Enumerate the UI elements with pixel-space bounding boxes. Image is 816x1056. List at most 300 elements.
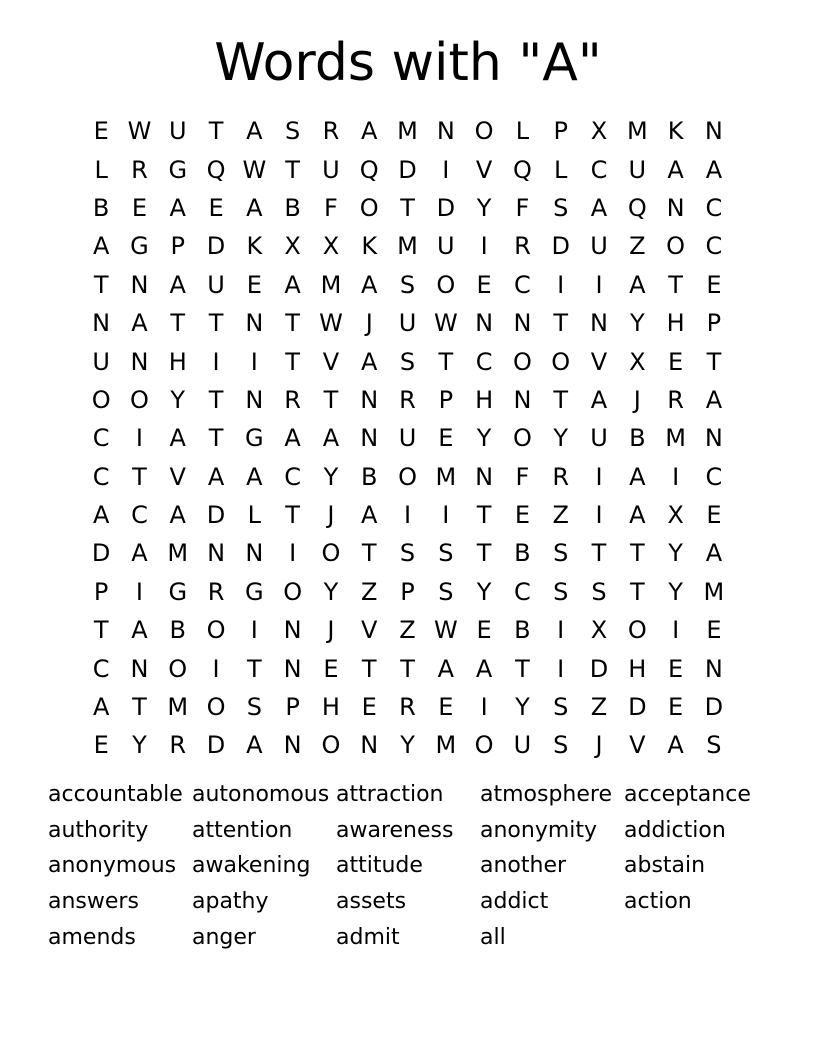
grid-letter[interactable]: N <box>92 309 111 338</box>
grid-letter[interactable]: C <box>514 270 531 299</box>
grid-letter[interactable]: D <box>589 654 609 683</box>
grid-letter[interactable]: O <box>436 270 456 299</box>
grid-letter[interactable]: S <box>553 731 569 760</box>
grid-letter[interactable]: S <box>553 193 569 222</box>
grid-letter[interactable]: E <box>438 424 454 453</box>
grid-letter[interactable]: O <box>398 462 417 491</box>
grid-letter[interactable]: X <box>284 232 301 261</box>
grid-letter[interactable]: A <box>131 616 148 645</box>
word-list-item: awareness <box>336 817 454 843</box>
grid-letter[interactable]: K <box>667 117 684 146</box>
grid-letter[interactable]: N <box>283 616 302 645</box>
grid-letter[interactable]: E <box>361 693 377 722</box>
grid-letter[interactable]: X <box>590 616 608 645</box>
grid-letter[interactable]: T <box>668 270 683 299</box>
grid-letter[interactable]: A <box>361 501 378 530</box>
grid-letter[interactable]: O <box>627 616 647 645</box>
grid-letter[interactable]: T <box>323 385 339 414</box>
grid-letter[interactable]: M <box>320 270 342 299</box>
grid-letter[interactable]: I <box>672 462 680 491</box>
grid-letter[interactable]: A <box>705 385 723 414</box>
grid-letter[interactable]: H <box>321 693 340 722</box>
grid-letter[interactable]: A <box>246 731 263 760</box>
grid-letter[interactable]: C <box>131 501 148 530</box>
grid-letter[interactable]: Z <box>552 501 569 530</box>
grid-letter[interactable]: X <box>629 347 646 376</box>
grid-letter[interactable]: T <box>208 424 224 453</box>
grid-letter[interactable]: E <box>438 693 454 722</box>
grid-letter[interactable]: N <box>360 731 379 760</box>
grid-letter[interactable]: T <box>476 501 492 530</box>
word-list-item: anger <box>192 925 256 951</box>
grid-letter[interactable]: L <box>94 155 108 184</box>
grid-letter[interactable]: T <box>208 309 224 338</box>
grid-letter[interactable]: E <box>131 193 148 222</box>
grid-letter[interactable]: S <box>591 577 607 606</box>
grid-letter[interactable]: C <box>514 577 531 606</box>
grid-letter[interactable]: A <box>284 424 301 453</box>
grid-letter[interactable]: O <box>283 577 303 606</box>
grid-letter[interactable]: A <box>92 693 110 722</box>
grid-letter[interactable]: T <box>591 539 607 568</box>
grid-letter[interactable]: E <box>476 270 492 299</box>
grid-letter[interactable]: H <box>475 385 494 414</box>
grid-letter[interactable]: N <box>130 270 149 299</box>
grid-letter[interactable]: Y <box>132 731 147 760</box>
grid-letter[interactable]: Y <box>553 424 569 453</box>
grid-letter[interactable]: E <box>706 270 722 299</box>
grid-letter[interactable]: X <box>667 501 684 530</box>
grid-letter[interactable]: I <box>442 501 450 530</box>
grid-letter[interactable]: P <box>400 577 415 606</box>
grid-letter[interactable]: B <box>169 616 186 645</box>
grid-letter[interactable]: D <box>436 193 456 222</box>
grid-letter[interactable]: T <box>361 539 377 568</box>
grid-letter[interactable]: J <box>327 501 335 530</box>
grid-letter[interactable]: X <box>590 117 608 146</box>
grid-letter[interactable]: Y <box>170 385 186 414</box>
grid-letter[interactable]: T <box>93 270 109 299</box>
grid-letter[interactable]: O <box>512 424 532 453</box>
grid-letter[interactable]: T <box>629 577 645 606</box>
grid-letter[interactable]: E <box>93 117 109 146</box>
grid-letter[interactable]: R <box>169 731 187 760</box>
grid-letter[interactable]: I <box>135 424 143 453</box>
grid-letter[interactable]: I <box>135 577 143 606</box>
grid-letter[interactable]: O <box>206 616 226 645</box>
grid-letter[interactable]: A <box>169 501 186 530</box>
grid-letter[interactable]: O <box>206 693 226 722</box>
grid-letter[interactable]: Y <box>629 309 645 338</box>
grid-letter[interactable]: S <box>438 577 454 606</box>
grid-letter[interactable]: Y <box>323 577 339 606</box>
grid-letter[interactable]: W <box>433 309 458 338</box>
grid-letter[interactable]: J <box>595 731 603 760</box>
grid-letter[interactable]: A <box>246 462 263 491</box>
grid-letter[interactable]: E <box>514 501 530 530</box>
grid-letter[interactable]: I <box>403 501 412 530</box>
grid-letter[interactable]: V <box>590 347 608 376</box>
grid-letter[interactable]: T <box>553 309 569 338</box>
grid-letter[interactable]: S <box>706 731 722 760</box>
word-list-item: answers <box>48 889 139 915</box>
grid-letter[interactable]: Y <box>668 577 683 606</box>
grid-letter[interactable]: U <box>398 424 417 453</box>
grid-letter[interactable]: C <box>705 232 723 261</box>
grid-letter[interactable]: G <box>168 577 188 606</box>
grid-letter[interactable]: N <box>475 462 494 491</box>
grid-row <box>82 227 733 265</box>
grid-letter[interactable]: Y <box>476 424 492 453</box>
grid-letter[interactable]: T <box>706 347 722 376</box>
grid-letter[interactable]: M <box>435 462 457 491</box>
grid-letter[interactable]: C <box>590 155 608 184</box>
grid-letter[interactable]: O <box>130 385 149 414</box>
grid-letter[interactable]: Z <box>399 616 416 645</box>
grid-letter[interactable]: M <box>665 424 686 453</box>
grid-letter[interactable]: Y <box>668 539 683 568</box>
grid-letter[interactable]: A <box>361 270 378 299</box>
grid-letter[interactable]: Q <box>206 155 226 184</box>
grid-letter[interactable]: N <box>130 347 149 376</box>
word-list-row <box>48 777 788 813</box>
grid-letter[interactable]: I <box>212 654 220 683</box>
grid-letter[interactable]: C <box>475 347 493 376</box>
grid-letter[interactable]: R <box>207 577 225 606</box>
grid-letter[interactable]: C <box>92 424 110 453</box>
grid-letter[interactable]: N <box>704 117 723 146</box>
grid-letter[interactable]: O <box>551 347 571 376</box>
grid-letter[interactable]: C <box>92 462 110 491</box>
grid-letter[interactable]: N <box>360 424 379 453</box>
grid-letter[interactable]: C <box>284 462 302 491</box>
grid-letter[interactable]: U <box>437 232 455 261</box>
grid-letter[interactable]: I <box>442 155 450 184</box>
grid-letter[interactable]: N <box>130 654 149 683</box>
grid-letter[interactable]: P <box>706 309 722 338</box>
grid-letter[interactable]: U <box>513 731 532 760</box>
grid-letter[interactable]: D <box>206 731 226 760</box>
grid-letter[interactable]: N <box>207 539 226 568</box>
grid-letter[interactable]: Y <box>400 731 415 760</box>
grid-letter[interactable]: S <box>399 347 416 376</box>
grid-letter[interactable]: T <box>476 539 492 568</box>
grid-letter[interactable]: Z <box>629 232 646 261</box>
grid-letter[interactable]: T <box>247 654 262 683</box>
grid-letter[interactable]: R <box>514 232 531 261</box>
grid-letter[interactable]: V <box>629 731 646 760</box>
grid-letter[interactable]: B <box>514 539 531 568</box>
grid-letter[interactable]: N <box>245 309 264 338</box>
grid-letter[interactable]: F <box>515 193 530 222</box>
word-list-item: admit <box>336 925 400 951</box>
grid-letter[interactable]: T <box>285 309 300 338</box>
grid-letter[interactable]: A <box>629 462 646 491</box>
grid-letter[interactable]: Y <box>323 462 339 491</box>
grid-letter[interactable]: N <box>245 539 264 568</box>
grid-letter[interactable]: D <box>206 501 226 530</box>
grid-letter[interactable]: U <box>398 309 417 338</box>
grid-letter[interactable]: T <box>515 654 530 683</box>
grid-letter[interactable]: A <box>437 654 455 683</box>
grid-letter[interactable]: D <box>628 693 647 722</box>
grid-letter[interactable]: T <box>132 693 147 722</box>
grid-letter[interactable]: O <box>474 731 494 760</box>
grid-letter[interactable]: T <box>438 347 454 376</box>
grid-letter[interactable]: N <box>704 424 723 453</box>
grid-letter[interactable]: V <box>322 347 340 376</box>
grid-letter[interactable]: O <box>359 193 379 222</box>
grid-letter[interactable]: P <box>553 117 568 146</box>
grid-letter[interactable]: O <box>91 385 111 414</box>
grid-letter[interactable]: S <box>285 117 301 146</box>
grid-letter[interactable]: A <box>92 501 110 530</box>
grid-letter[interactable]: G <box>130 232 149 261</box>
grid-letter[interactable]: O <box>321 539 341 568</box>
grid-letter[interactable]: E <box>93 731 109 760</box>
grid-letter[interactable]: K <box>246 232 263 261</box>
grid-letter[interactable]: Q <box>359 155 379 184</box>
grid-letter[interactable]: S <box>553 539 569 568</box>
grid-letter[interactable]: A <box>361 347 378 376</box>
grid-letter[interactable]: O <box>512 347 532 376</box>
grid-letter[interactable]: K <box>361 232 378 261</box>
grid-letter[interactable]: N <box>475 309 494 338</box>
grid-letter[interactable]: T <box>208 385 224 414</box>
grid-letter[interactable]: I <box>557 616 565 645</box>
grid-letter[interactable]: B <box>360 462 378 491</box>
grid-letter[interactable]: S <box>438 539 454 568</box>
grid-letter[interactable]: A <box>169 270 186 299</box>
grid-letter[interactable]: L <box>554 155 568 184</box>
grid-letter[interactable]: T <box>361 654 377 683</box>
grid-letter[interactable]: Z <box>361 577 378 606</box>
grid-letter[interactable]: A <box>667 155 684 184</box>
grid-letter[interactable]: P <box>285 693 300 722</box>
grid-letter[interactable]: V <box>169 462 186 491</box>
grid-letter[interactable]: A <box>705 539 723 568</box>
grid-letter[interactable]: O <box>474 117 494 146</box>
grid-letter[interactable]: R <box>131 155 148 184</box>
grid-letter[interactable]: J <box>327 616 335 645</box>
grid-letter[interactable]: S <box>399 539 416 568</box>
grid-letter[interactable]: N <box>513 385 532 414</box>
word-list-item: acceptance <box>624 781 751 807</box>
grid-letter[interactable]: W <box>242 155 267 184</box>
grid-letter[interactable]: M <box>626 117 648 146</box>
grid-letter[interactable]: B <box>629 424 646 453</box>
grid-letter[interactable]: M <box>397 117 418 146</box>
grid-letter[interactable]: E <box>323 654 339 683</box>
grid-letter[interactable]: I <box>672 616 680 645</box>
grid-letter[interactable]: T <box>400 193 415 222</box>
grid-letter[interactable]: O <box>666 232 686 261</box>
grid-letter[interactable]: G <box>245 424 264 453</box>
grid-letter[interactable]: J <box>633 385 641 414</box>
grid-letter[interactable]: I <box>289 539 297 568</box>
grid-letter[interactable]: D <box>704 693 724 722</box>
grid-letter[interactable]: V <box>361 616 378 645</box>
grid-letter[interactable]: O <box>168 654 188 683</box>
grid-letter[interactable]: W <box>127 117 152 146</box>
word-list-item: addiction <box>624 817 726 843</box>
grid-letter[interactable]: E <box>668 693 684 722</box>
grid-letter[interactable]: F <box>515 462 530 491</box>
grid-letter[interactable]: I <box>250 347 258 376</box>
grid-letter[interactable]: A <box>131 539 148 568</box>
grid-letter[interactable]: T <box>285 347 300 376</box>
grid-letter[interactable]: R <box>552 462 570 491</box>
grid-letter[interactable]: A <box>475 654 493 683</box>
grid-letter[interactable]: N <box>436 117 455 146</box>
grid-letter[interactable]: T <box>170 309 186 338</box>
grid-letter[interactable]: A <box>629 501 646 530</box>
grid-letter[interactable]: A <box>705 155 723 184</box>
grid-letter[interactable]: C <box>92 654 110 683</box>
grid-letter[interactable]: U <box>590 424 608 453</box>
grid-letter[interactable]: A <box>207 462 225 491</box>
word-list-row <box>48 884 788 920</box>
grid-letter[interactable]: I <box>557 654 565 683</box>
grid-letter[interactable]: P <box>93 577 109 606</box>
grid-letter[interactable]: D <box>206 232 226 261</box>
grid-letter[interactable]: W <box>433 616 458 645</box>
grid-letter[interactable]: L <box>515 117 530 146</box>
grid-letter[interactable]: E <box>706 616 722 645</box>
grid-letter[interactable]: W <box>319 309 343 338</box>
grid-letter[interactable]: J <box>365 309 373 338</box>
grid-letter[interactable]: C <box>705 462 723 491</box>
grid-letter[interactable]: R <box>322 117 340 146</box>
grid-letter[interactable]: M <box>167 539 189 568</box>
grid-letter[interactable]: E <box>476 616 492 645</box>
grid-letter[interactable]: I <box>595 462 603 491</box>
grid-letter[interactable]: O <box>321 731 341 760</box>
grid-letter[interactable]: M <box>435 731 457 760</box>
grid-letter[interactable]: L <box>247 501 262 530</box>
grid-letter[interactable]: F <box>324 193 338 222</box>
grid-letter[interactable]: N <box>283 654 302 683</box>
grid-letter[interactable]: N <box>704 654 723 683</box>
grid-letter[interactable]: E <box>668 654 684 683</box>
grid-letter[interactable]: N <box>360 385 379 414</box>
grid-letter[interactable]: A <box>590 385 608 414</box>
grid-letter[interactable]: E <box>246 270 262 299</box>
grid-letter[interactable]: I <box>595 270 603 299</box>
grid-letter[interactable]: N <box>283 731 302 760</box>
grid-letter[interactable]: E <box>706 501 722 530</box>
grid-letter[interactable]: A <box>322 424 340 453</box>
grid-letter[interactable]: S <box>553 577 569 606</box>
grid-letter[interactable]: T <box>400 654 415 683</box>
grid-letter[interactable]: E <box>208 193 224 222</box>
grid-letter[interactable]: Y <box>515 693 530 722</box>
grid-letter[interactable]: A <box>246 117 263 146</box>
grid-letter[interactable]: U <box>322 155 340 184</box>
grid-letter[interactable]: R <box>399 385 416 414</box>
grid-letter[interactable]: D <box>551 232 570 261</box>
grid-letter[interactable]: T <box>93 616 109 645</box>
grid-letter[interactable]: Q <box>512 155 532 184</box>
grid-letter[interactable]: Q <box>627 193 647 222</box>
grid-letter[interactable]: T <box>629 539 645 568</box>
grid-letter[interactable]: R <box>284 385 301 414</box>
grid-letter[interactable]: P <box>438 385 454 414</box>
grid-letter[interactable]: H <box>666 309 685 338</box>
grid-letter[interactable]: A <box>169 193 186 222</box>
grid-letter[interactable]: V <box>475 155 493 184</box>
grid-letter[interactable]: T <box>132 462 147 491</box>
grid-letter[interactable]: P <box>170 232 185 261</box>
grid-letter[interactable]: D <box>398 155 417 184</box>
grid-letter[interactable]: S <box>553 693 569 722</box>
grid-letter[interactable]: A <box>284 270 301 299</box>
grid-letter[interactable]: Y <box>476 193 492 222</box>
word-list-row <box>48 849 788 885</box>
grid-letter[interactable]: G <box>168 155 188 184</box>
grid-letter[interactable]: A <box>590 193 608 222</box>
grid-letter[interactable]: B <box>284 193 301 222</box>
grid-row <box>82 304 733 342</box>
grid-letter[interactable]: N <box>245 385 264 414</box>
grid-letter[interactable]: M <box>167 693 189 722</box>
grid-letter[interactable]: U <box>168 117 187 146</box>
grid-letter[interactable]: I <box>557 270 565 299</box>
grid-letter[interactable]: I <box>595 501 603 530</box>
grid-letter[interactable]: N <box>513 309 532 338</box>
grid-letter[interactable]: A <box>246 193 263 222</box>
grid-letter[interactable]: A <box>361 117 378 146</box>
grid-letter[interactable]: R <box>399 693 416 722</box>
grid-letter[interactable]: Z <box>590 693 608 722</box>
grid-letter[interactable]: U <box>92 347 110 376</box>
grid-letter[interactable]: I <box>480 232 488 261</box>
grid-letter[interactable]: A <box>629 270 646 299</box>
grid-letter[interactable]: U <box>207 270 225 299</box>
grid-letter[interactable]: D <box>91 539 111 568</box>
grid-letter[interactable]: B <box>514 616 531 645</box>
grid-letter[interactable]: B <box>92 193 110 222</box>
grid-letter[interactable]: A <box>131 309 148 338</box>
grid-letter[interactable]: C <box>705 193 723 222</box>
grid-letter[interactable]: U <box>628 155 647 184</box>
grid-letter[interactable]: H <box>168 347 187 376</box>
grid-letter[interactable]: I <box>212 347 220 376</box>
grid-letter[interactable]: M <box>397 232 418 261</box>
grid-letter[interactable]: A <box>169 424 186 453</box>
grid-letter[interactable]: R <box>667 385 684 414</box>
grid-letter[interactable]: A <box>667 731 684 760</box>
grid-letter[interactable]: T <box>553 385 569 414</box>
grid-letter[interactable]: N <box>666 193 685 222</box>
grid-letter[interactable]: T <box>285 501 300 530</box>
grid-letter[interactable]: E <box>668 347 684 376</box>
grid-letter[interactable]: A <box>92 232 110 261</box>
grid-letter[interactable]: N <box>590 309 608 338</box>
grid-letter[interactable]: T <box>285 155 300 184</box>
grid-letter[interactable]: U <box>590 232 608 261</box>
grid-letter[interactable]: Y <box>476 577 492 606</box>
grid-letter[interactable]: G <box>245 577 264 606</box>
grid-letter[interactable]: I <box>250 616 258 645</box>
grid-letter[interactable]: M <box>703 577 725 606</box>
grid-letter[interactable]: S <box>246 693 262 722</box>
grid-letter[interactable]: X <box>322 232 340 261</box>
grid-letter[interactable]: I <box>480 693 488 722</box>
grid-letter[interactable]: S <box>399 270 416 299</box>
grid-letter[interactable]: H <box>628 654 647 683</box>
grid-letter[interactable]: T <box>208 117 224 146</box>
